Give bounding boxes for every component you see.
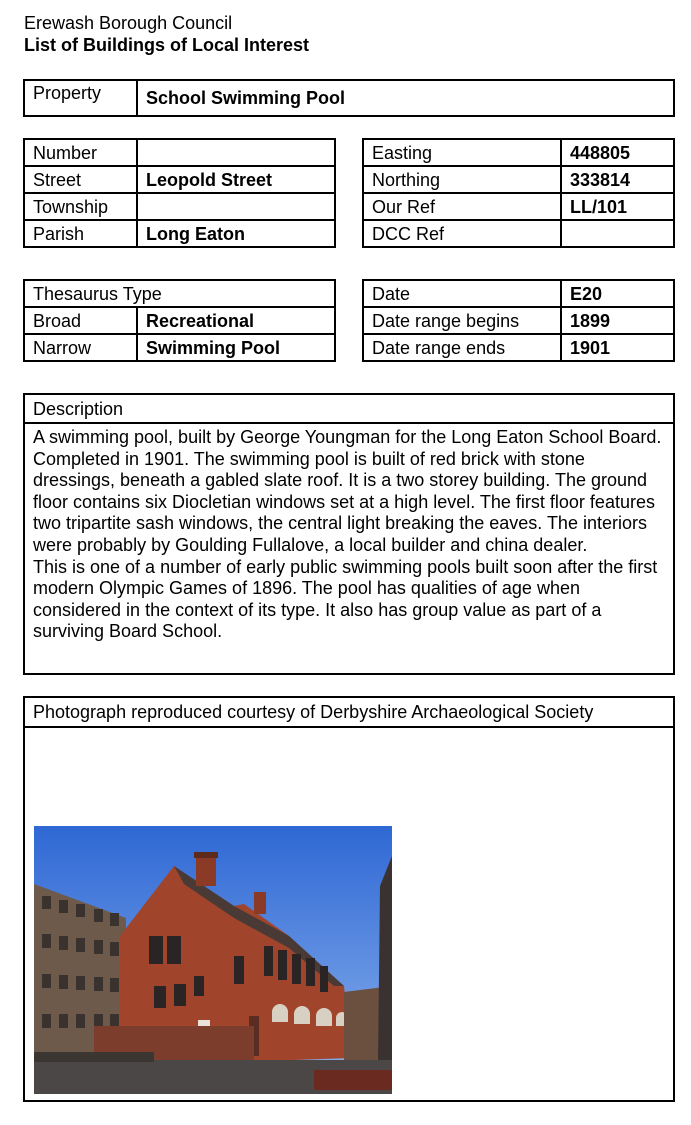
narrow-label: Narrow bbox=[24, 334, 137, 361]
broad-label: Broad bbox=[24, 307, 137, 334]
table-row bbox=[363, 220, 674, 247]
easting-label: Easting bbox=[363, 139, 561, 166]
council-name: Erewash Borough Council bbox=[24, 13, 233, 33]
northing-value: 333814 bbox=[561, 166, 674, 193]
table-row bbox=[363, 139, 674, 166]
description-body bbox=[25, 424, 673, 643]
description-paragraph: A swimming pool, built by George Youngman for the Long Eaton School Board. Completed in 1901. The swimming pool is built of red brick with stone dressings, beneath a gabled slate roof. It is a two storey building. The ground floor contains six Diocletian windows set at a high level. The first floor features two tripartite sash windows, the central light breaking the eaves. The interiors were probably by Goulding Fullalove, a local builder and china dealer. bbox=[33, 427, 662, 555]
description-box bbox=[23, 393, 675, 675]
broad-value: Recreational bbox=[137, 307, 335, 334]
table-row bbox=[24, 193, 335, 220]
street-value: Leopold Street bbox=[137, 166, 335, 193]
dcc-ref-value bbox=[561, 220, 674, 247]
date-ends-label: Date range ends bbox=[363, 334, 561, 361]
table-row bbox=[24, 220, 335, 247]
dcc-ref-label: DCC Ref bbox=[363, 220, 561, 247]
location-table bbox=[23, 138, 336, 248]
township-value bbox=[137, 193, 335, 220]
date-begins-value: 1899 bbox=[561, 307, 674, 334]
grid-ref-table bbox=[362, 138, 675, 248]
description-paragraph: This is one of a number of early public swimming pools built soon after the first modern Olympic Games of 1896. The pool has qualities of age when considered in the context of its type. It also has group value as part of a surviving Board School. bbox=[33, 556, 658, 642]
table-row bbox=[363, 334, 674, 361]
table-row bbox=[363, 166, 674, 193]
street-label: Street bbox=[24, 166, 137, 193]
thesaurus-title: Thesaurus Type bbox=[24, 280, 335, 307]
table-row bbox=[24, 307, 335, 334]
table-row bbox=[24, 280, 335, 307]
number-value bbox=[137, 139, 335, 166]
date-value: E20 bbox=[561, 280, 674, 307]
table-row bbox=[363, 307, 674, 334]
table-row bbox=[24, 334, 335, 361]
building-photo bbox=[34, 826, 392, 1094]
list-title: List of Buildings of Local Interest bbox=[24, 35, 310, 55]
photograph-box bbox=[23, 696, 675, 1102]
dating-table bbox=[362, 279, 675, 362]
thesaurus-table bbox=[23, 279, 336, 362]
table-row bbox=[363, 280, 674, 307]
date-ends-value: 1901 bbox=[561, 334, 674, 361]
photo-caption: Photograph reproduced courtesy of Derbyshire Archaeological Society bbox=[25, 698, 673, 728]
date-label: Date bbox=[363, 280, 561, 307]
northing-label: Northing bbox=[363, 166, 561, 193]
parish-label: Parish bbox=[24, 220, 137, 247]
number-label: Number bbox=[24, 139, 137, 166]
date-begins-label: Date range begins bbox=[363, 307, 561, 334]
our-ref-label: Our Ref bbox=[363, 193, 561, 220]
parish-value: Long Eaton bbox=[137, 220, 335, 247]
table-row bbox=[24, 139, 335, 166]
easting-value: 448805 bbox=[561, 139, 674, 166]
narrow-value: Swimming Pool bbox=[137, 334, 335, 361]
property-label: Property bbox=[24, 80, 137, 116]
property-table bbox=[23, 79, 675, 117]
table-row bbox=[363, 193, 674, 220]
property-value: School Swimming Pool bbox=[137, 80, 674, 116]
our-ref-value: LL/101 bbox=[561, 193, 674, 220]
table-row bbox=[24, 166, 335, 193]
township-label: Township bbox=[24, 193, 137, 220]
description-title: Description bbox=[25, 395, 673, 424]
